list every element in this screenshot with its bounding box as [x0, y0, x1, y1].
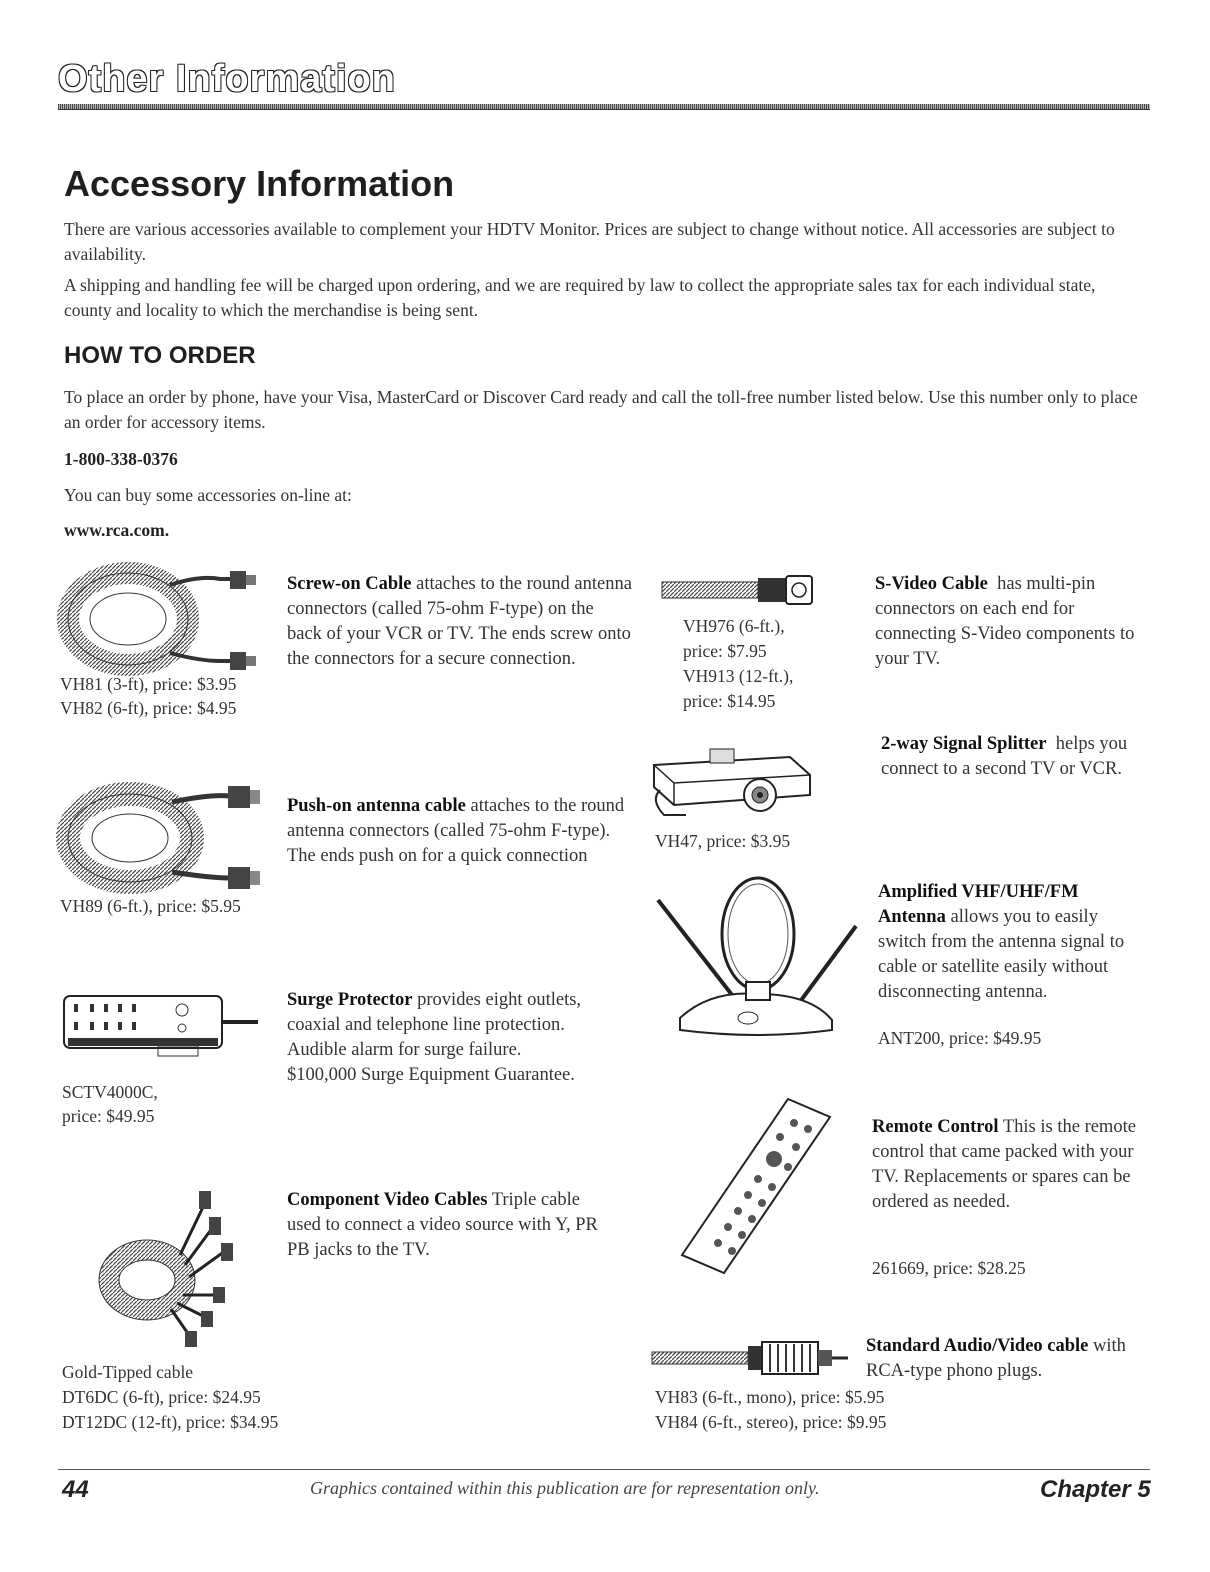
component-price-1: Gold-Tipped cable [62, 1362, 194, 1382]
component-desc: Triple cable used to connect a video source with Y, PR PB jacks to the TV. [287, 1190, 598, 1260]
online-text: You can buy some accessories on-line at: [64, 485, 352, 505]
splitter-desc: helps you connect to a second TV or VCR. [881, 734, 1128, 779]
remote-name: Remote Control [872, 1117, 999, 1137]
how-to-order-title: HOW TO ORDER [64, 342, 256, 369]
component-cables-image [85, 1185, 255, 1355]
splitter-name: 2-way Signal Splitter [881, 734, 1047, 754]
audio-video-price-1: VH83 (6-ft., mono), price: $5.95 [655, 1387, 885, 1407]
screw-on-name: Screw-on Cable [287, 574, 412, 594]
audio-video-description [866, 1334, 1146, 1384]
svideo-desc: has multi-pin connectors on each end for connecting S-Video components to your TV. [875, 574, 1135, 669]
svideo-description [875, 572, 1135, 672]
surge-description [287, 988, 587, 1088]
screw-on-cable-image [60, 565, 265, 675]
screw-on-price-1: VH81 (3-ft), price: $3.95 [60, 674, 237, 694]
website-link[interactable]: www.rca.com. [64, 520, 170, 540]
svideo-price-1: VH976 (6-ft.), [683, 616, 785, 636]
push-on-price-1: VH89 (6-ft.), price: $5.95 [60, 896, 241, 916]
splitter-image [650, 735, 825, 825]
component-description [287, 1188, 617, 1263]
audio-video-name: Standard Audio/Video cable [866, 1336, 1089, 1356]
screw-on-desc: attaches to the round antenna connectors (called 75-ohm F-type) on the back of your VCR or TV. The ends screw onto the connectors for a secure connection. [287, 574, 632, 669]
footer-rule [58, 1469, 1150, 1470]
audio-video-price-2: VH84 (6-ft., stereo), price: $9.95 [655, 1412, 887, 1432]
audio-video-cable-image [652, 1340, 852, 1376]
surge-desc: provides eight outlets, coaxial and telephone line protection. Audible alarm for surge failure. $100,000 Surge Equipment Guarantee. [287, 990, 582, 1085]
screw-on-price-2: VH82 (6-ft), price: $4.95 [60, 698, 237, 718]
remote-image [678, 1095, 838, 1280]
chapter-label: Chapter 5 [1040, 1476, 1151, 1503]
surge-protector-image [62, 990, 262, 1060]
page-number: 44 [62, 1476, 89, 1503]
svideo-price-2: price: $7.95 [683, 641, 767, 661]
svideo-price-3: VH913 (12-ft.), [683, 666, 794, 686]
order-instructions: To place an order by phone, have your Visa, MasterCard or Discover Card ready and call the toll-free number listed below. Use this number only to place an order for accessory items. [64, 387, 1138, 432]
header-title: Other Information [58, 58, 396, 100]
component-name: Component Video Cables [287, 1190, 488, 1210]
remote-price-1: 261669, price: $28.25 [872, 1258, 1026, 1278]
push-on-name: Push-on antenna cable [287, 796, 466, 816]
remote-description [872, 1115, 1152, 1215]
audio-video-desc: with RCA-type phono plugs. [866, 1336, 1126, 1381]
antenna-description [878, 880, 1148, 1005]
component-price-2: DT6DC (6-ft), price: $24.95 [62, 1387, 261, 1407]
splitter-price-1: VH47, price: $3.95 [655, 831, 791, 851]
push-on-desc: attaches to the round antenna connectors (called 75-ohm F-type). The ends push on for a quick connection [287, 796, 625, 866]
svideo-cable-image [662, 572, 822, 608]
antenna-desc: allows you to easily switch from the antenna signal to cable or satellite easily without disconnecting antenna. [878, 907, 1125, 1002]
splitter-description [881, 732, 1141, 782]
component-price-3: DT12DC (12-ft), price: $34.95 [62, 1412, 279, 1432]
screw-on-description [287, 572, 632, 672]
push-on-description [287, 794, 627, 869]
intro-paragraph-2: A shipping and handling fee will be charged upon ordering, and we are required by law to collect the appropriate sales tax for each individual state, county and locality to which the merchandise is being sent. [64, 275, 1096, 320]
header-rule [58, 104, 1150, 110]
antenna-price-1: ANT200, price: $49.95 [878, 1028, 1042, 1048]
svideo-name: S-Video Cable [875, 574, 988, 594]
remote-desc: This is the remote control that came packed with your TV. Replacements or spares can be ordered as needed. [872, 1117, 1136, 1212]
footer-note: Graphics contained within this publication are for representation only. [310, 1478, 820, 1498]
surge-name: Surge Protector [287, 990, 413, 1010]
push-on-cable-image [60, 782, 270, 892]
surge-price-1: SCTV4000C, [62, 1082, 158, 1102]
phone-number: 1-800-338-0376 [64, 449, 178, 469]
section-title: Accessory Information [64, 163, 455, 204]
antenna-image [650, 870, 860, 1040]
surge-price-2: price: $49.95 [62, 1106, 155, 1126]
antenna-name: Amplified VHF/UHF/FM Antenna [878, 882, 1079, 927]
svideo-price-4: price: $14.95 [683, 691, 776, 711]
intro-paragraph-1: There are various accessories available to complement your HDTV Monitor. Prices are subject to change without notice. All accessories are subject to availability. [64, 219, 1115, 264]
